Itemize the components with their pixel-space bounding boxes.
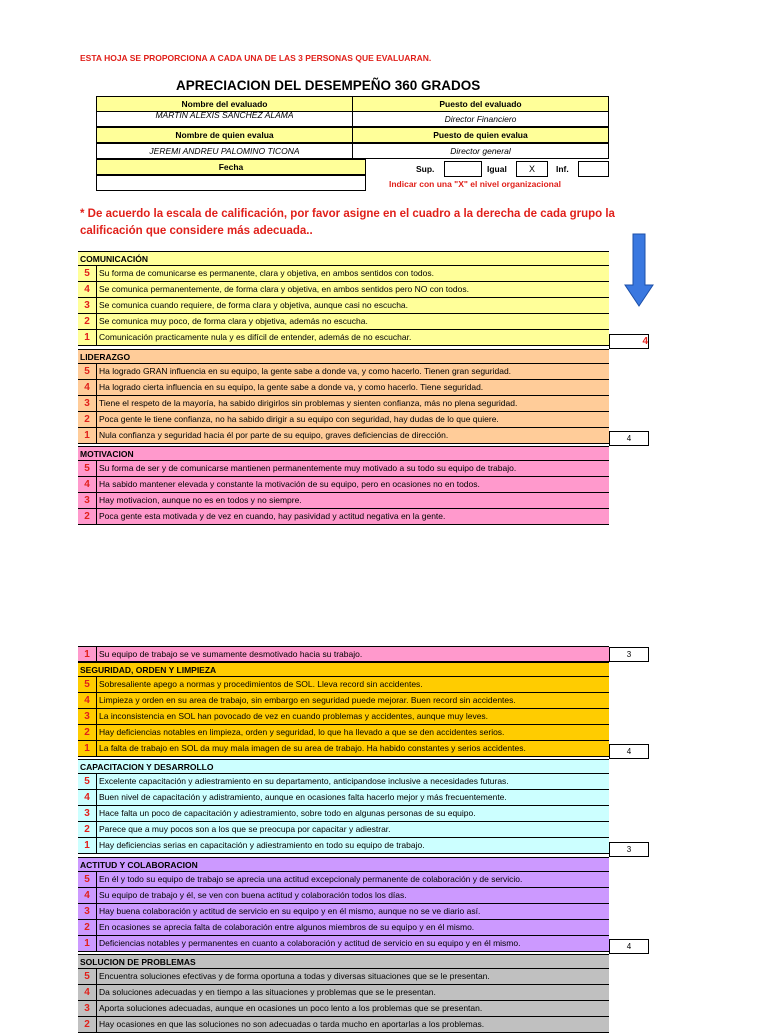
score-number: 2	[84, 922, 90, 933]
score-number: 5	[84, 268, 90, 279]
criterion-text: Ha logrado GRAN influencia en su equipo, la gente sabe a donde va, y como hacerlo. Tienen gran seguridad.	[96, 364, 609, 379]
evaluated-post-label: Puesto del evaluado	[352, 96, 609, 112]
rating-box-actitud[interactable]: 4	[609, 939, 649, 954]
criterion-text: Hay deficiencias serias en capacitación y adiestramiento en todo su equipo de trabajo.	[96, 838, 609, 853]
score-number: 5	[84, 679, 90, 690]
date-field[interactable]	[96, 175, 366, 191]
criterion-text: Ha sabido mantener elevada y constante la motivación de su equipo, pero en ocasiones no en todos.	[96, 477, 609, 492]
group-motivacion	[78, 446, 609, 525]
criterion-text: Su forma de comunicarse es permanente, clara y objetiva, en ambos sentidos con todos.	[96, 266, 609, 281]
criterion-text: Hace falta un poco de capacitación y adiestramiento, sobre todo en algunas personas de su equipo.	[96, 806, 609, 821]
down-arrow-icon	[624, 233, 654, 307]
score-number: 1	[84, 840, 90, 851]
level-igual-label: Igual	[487, 164, 507, 174]
criterion-row	[78, 822, 609, 838]
criterion-row	[78, 412, 609, 428]
criterion-row	[78, 428, 609, 444]
score-number: 4	[84, 890, 90, 901]
criterion-row	[78, 741, 609, 757]
score-number: 4	[84, 479, 90, 490]
criterion-text: Se comunica cuando requiere, de forma clara y objetiva, aunque casi no escucha.	[96, 298, 609, 313]
criterion-row	[78, 920, 609, 936]
page-title: APRECIACION DEL DESEMPEÑO 360 GRADOS	[176, 78, 481, 93]
group-title-actitud: ACTITUD Y COLABORACION	[78, 857, 609, 872]
criterion-row	[78, 677, 609, 693]
score-number: 3	[84, 398, 90, 409]
criterion-text: Su equipo de trabajo se ve sumamente desmotivado hacia su trabajo.	[96, 647, 609, 662]
evaluator-name-label: Nombre de quien evalua	[96, 127, 353, 143]
score-number: 3	[84, 495, 90, 506]
evaluated-name-field[interactable]: MARTIN ALEXIS SANCHEZ ALAMA	[96, 111, 353, 127]
criterion-row	[78, 774, 609, 790]
criterion-row	[78, 985, 609, 1001]
criterion-text: Aporta soluciones adecuadas, aunque en ocasiones un poco lento a los problemas que se presentan.	[96, 1001, 609, 1016]
score-number: 2	[84, 1019, 90, 1030]
group-title-capacitacion: CAPACITACION Y DESARROLLO	[78, 759, 609, 774]
criterion-row	[78, 888, 609, 904]
group-capacitacion	[78, 759, 609, 854]
criterion-text: Sobresaliente apego a normas y procedimientos de SOL. Lleva record sin accidentes.	[96, 677, 609, 692]
criterion-row	[78, 266, 609, 282]
score-number: 2	[84, 727, 90, 738]
group-liderazgo	[78, 349, 609, 444]
level-inf-label: Inf.	[556, 164, 569, 174]
group-title-liderazgo: LIDERAZGO	[78, 349, 609, 364]
criterion-row	[78, 838, 609, 854]
score-number: 5	[84, 366, 90, 377]
criterion-row	[78, 709, 609, 725]
score-number: 5	[84, 874, 90, 885]
criterion-text: Da soluciones adecuadas y en tiempo a las situaciones y problemas que se le presentan.	[96, 985, 609, 1000]
criterion-text: Comunicación practicamente nula y es difícil de entender, además de no escuchar.	[96, 330, 609, 345]
evaluated-name-label: Nombre del evaluado	[96, 96, 353, 112]
score-number: 2	[84, 511, 90, 522]
score-number: 5	[84, 463, 90, 474]
criterion-text: Hay motivacion, aunque no es en todos y no siempre.	[96, 493, 609, 508]
score-number: 4	[84, 792, 90, 803]
criterion-row	[78, 396, 609, 412]
criterion-row	[78, 872, 609, 888]
score-number: 4	[84, 987, 90, 998]
group-title-seguridad: SEGURIDAD, ORDEN Y LIMPIEZA	[78, 662, 609, 677]
rating-box-comunicacion[interactable]: 4	[609, 334, 649, 349]
criterion-row	[78, 314, 609, 330]
criterion-row	[78, 936, 609, 952]
criterion-text: Hay ocasiones en que las soluciones no son adecuadas o tarda mucho en aportarlas a los problemas.	[96, 1017, 609, 1032]
criterion-text: Su forma de ser y de comunicarse mantienen permanentemente muy motivado a su todo su equipo de trabajo.	[96, 461, 609, 476]
score-number: 2	[84, 316, 90, 327]
criterion-text: Hay deficiencias notables en limpieza, orden y seguridad, lo que ha llevado a que se den accidentes serios.	[96, 725, 609, 740]
score-number: 4	[84, 695, 90, 706]
evaluator-post-label: Puesto de quien evalua	[352, 127, 609, 143]
criterion-text: Poca gente le tiene confianza, no ha sabido dirigir a su equipo con seguridad, hay dudas de lo que quiere.	[96, 412, 609, 427]
group-motivacion-cont	[78, 646, 609, 662]
level-sup-label: Sup.	[416, 164, 435, 174]
criterion-text: Buen nivel de capacitación y adistramiento, aunque en ocasiones falta hacerlo mejor y más frecuentemente.	[96, 790, 609, 805]
criterion-row	[78, 790, 609, 806]
evaluator-name-field[interactable]: JEREMI ANDREU PALOMINO TICONA	[96, 143, 353, 159]
criterion-row	[78, 298, 609, 314]
date-label: Fecha	[96, 159, 366, 175]
criterion-text: Tiene el respeto de la mayoría, ha sabido dirigirlos sin problemas y sienten confianza, más no plena seguridad.	[96, 396, 609, 411]
score-number: 3	[84, 906, 90, 917]
score-number: 1	[84, 649, 90, 660]
criterion-text: Limpieza y orden en su area de trabajo, sin embargo en seguridad puede mejorar. Buen record sin accidentes.	[96, 693, 609, 708]
criterion-text: Su equipo de trabajo y él, se ven con buena actitud y colaboración todos los días.	[96, 888, 609, 903]
criterion-text: Ha logrado cierta influencia en su equipo, la gente sabe a donde va, y como hacerlo. Tiene seguridad.	[96, 380, 609, 395]
criterion-row	[78, 493, 609, 509]
criterion-row	[78, 969, 609, 985]
criterion-row	[78, 380, 609, 396]
score-number: 5	[84, 971, 90, 982]
criterion-text: Deficiencias notables y permanentes en cuanto a colaboración y actitud de servicio en su equipo y en él mismo.	[96, 936, 609, 951]
criterion-row	[78, 509, 609, 525]
criterion-text: La falta de trabajo en SOL da muy mala imagen de su area de trabajo. Ha habido constantes y serios accidentes.	[96, 741, 609, 756]
criterion-row	[78, 725, 609, 741]
level-sup-box[interactable]	[444, 161, 482, 177]
score-number: 1	[84, 430, 90, 441]
criterion-row	[78, 461, 609, 477]
score-number: 4	[84, 284, 90, 295]
criterion-text: En él y todo su equipo de trabajo se aprecia una actitud excepcionaly permanente de colaboración y de servicio.	[96, 872, 609, 887]
criterion-row	[78, 806, 609, 822]
evaluator-post-field[interactable]: Director general	[352, 143, 609, 159]
rating-box-motivacion[interactable]: 3	[609, 647, 649, 662]
score-number: 5	[84, 776, 90, 787]
criterion-row	[78, 646, 609, 662]
criterion-row	[78, 693, 609, 709]
criterion-text: Nula confianza y seguridad hacia él por parte de su equipo, graves deficiencias de dirección.	[96, 428, 609, 443]
score-number: 3	[84, 711, 90, 722]
criterion-text: Poca gente esta motivada y de vez en cuando, hay pasividad y actitud negativa en la gente.	[96, 509, 609, 524]
level-instruction: Indicar con una "X" el nivel organizacional	[389, 179, 561, 189]
score-number: 4	[84, 382, 90, 393]
score-number: 1	[84, 938, 90, 949]
rating-box-seguridad[interactable]: 4	[609, 744, 649, 759]
criterion-row	[78, 1017, 609, 1033]
group-title-motivacion: MOTIVACION	[78, 446, 609, 461]
criterion-text: Hay buena colaboración y actitud de servicio en su equipo y en él mismo, aunque no se ve diario así.	[96, 904, 609, 919]
criterion-row	[78, 330, 609, 346]
group-seguridad	[78, 662, 609, 757]
criterion-row	[78, 1001, 609, 1017]
criterion-text: Se comunica muy poco, de forma clara y objetiva, además no escucha.	[96, 314, 609, 329]
level-inf-box[interactable]	[578, 161, 609, 177]
group-actitud	[78, 857, 609, 952]
group-solucion	[78, 954, 609, 1033]
criterion-text: Excelente capacitación y adiestramiento en su departamento, anticipandose inclusive a necesidades futuras.	[96, 774, 609, 789]
criterion-text: Encuentra soluciones efectivas y de forma oportuna a todas y diversas situaciones que se le presentan.	[96, 969, 609, 984]
criterion-text: En ocasiones se aprecia falta de colaboración entre algunos miembros de su equipo y en él mismo.	[96, 920, 609, 935]
rating-box-liderazgo[interactable]: 4	[609, 431, 649, 446]
criterion-row	[78, 282, 609, 298]
score-number: 3	[84, 300, 90, 311]
rating-instruction: * De acuerdo la escala de calificación, por favor asigne en el cuadro a la derecha de cada grupo la calificación que considere más adecuada..	[80, 208, 615, 237]
score-number: 1	[84, 743, 90, 754]
score-number: 2	[84, 824, 90, 835]
score-number: 2	[84, 414, 90, 425]
criterion-row	[78, 477, 609, 493]
score-number: 3	[84, 1003, 90, 1014]
evaluated-post-field[interactable]: Director Financiero	[352, 111, 609, 127]
criterion-text: Se comunica permanentemente, de forma clara y objetiva, en ambos sentidos pero NO con todos.	[96, 282, 609, 297]
criterion-text: Parece que a muy pocos son a los que se preocupa por capacitar y adiestrar.	[96, 822, 609, 837]
criterion-row	[78, 904, 609, 920]
group-title-comunicacion: COMUNICACIÓN	[78, 251, 609, 266]
group-title-solucion: SOLUCION DE PROBLEMAS	[78, 954, 609, 969]
score-number: 1	[84, 332, 90, 343]
criterion-row	[78, 364, 609, 380]
group-comunicacion	[78, 251, 609, 346]
level-igual-box[interactable]: X	[516, 161, 548, 177]
score-number: 3	[84, 808, 90, 819]
criterion-text: La inconsistencia en SOL han povocado de vez en cuando problemas y accidentes, aunque muy leves.	[96, 709, 609, 724]
rating-box-capacitacion[interactable]: 3	[609, 842, 649, 857]
distribution-notice: ESTA HOJA SE PROPORCIONA A CADA UNA DE LAS 3 PERSONAS QUE EVALUARAN.	[80, 53, 432, 63]
